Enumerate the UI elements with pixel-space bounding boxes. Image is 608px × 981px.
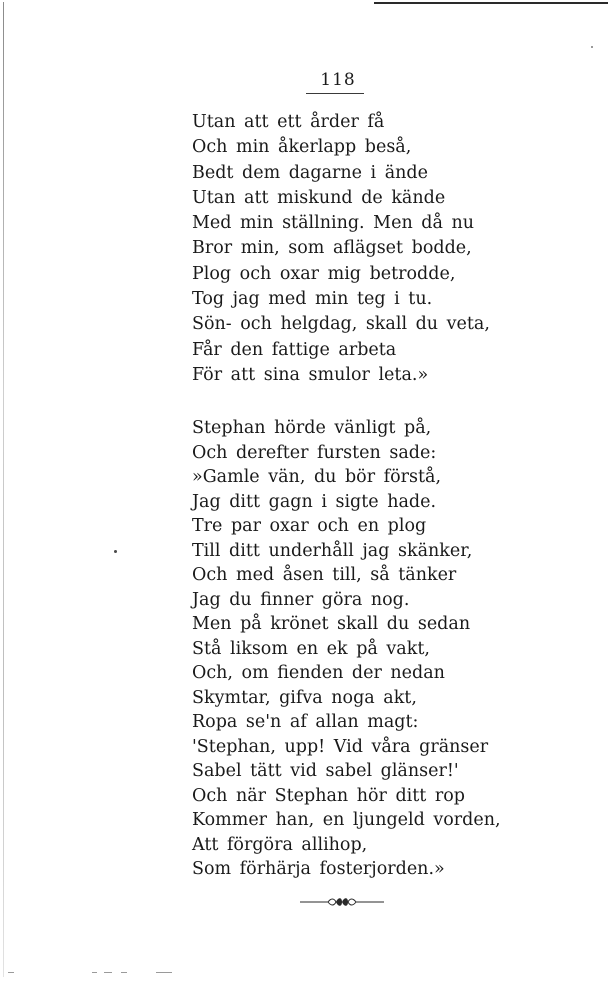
verse-line: Plog och oxar mig betrodde, (192, 263, 456, 284)
verse-line: Och derefter fursten sade: (192, 442, 437, 463)
paper-speck (591, 46, 593, 48)
verse-line: Och med åsen till, så tänker (192, 565, 457, 585)
verse-line: Utan att ett årder få (192, 112, 385, 132)
verse-line: Jag ditt gagn i sigte hade. (192, 491, 437, 512)
verse-line: Men på krönet skall du sedan (192, 614, 471, 634)
verse-line: Sabel tätt vid sabel glänser!' (192, 761, 459, 781)
verse-line: Kommer han, en ljungeld vorden, (192, 810, 501, 830)
verse-line: Ropa se'n af allan magt: (192, 712, 419, 732)
verse-line: Och när Stephan hör ditt rop (192, 785, 465, 806)
page-number-underline (306, 93, 364, 94)
bottom-edge-specks (0, 972, 200, 976)
stanza-1 (192, 110, 492, 388)
verse-line: Till ditt underhåll jag skänker, (192, 540, 473, 561)
top-edge-rule (374, 2, 608, 4)
verse-line: Utan att miskund de kände (192, 187, 446, 208)
verse-line: 'Stephan, upp! Vid våra gränser (192, 736, 489, 757)
verse-line: Och, om fienden der nedan (192, 663, 445, 683)
verse-line: Med min ställning. Men då nu (192, 213, 475, 234)
verse-line: Får den fattige arbeta (192, 339, 397, 360)
verse-line: Sön- och helgdag, skall du veta, (192, 314, 490, 335)
verse-line: Tog jag med min teg i tu. (192, 289, 433, 310)
verse-line: Stephan hörde vänligt på, (192, 418, 432, 438)
verse-line: För att sina smulor leta.» (192, 364, 429, 385)
verse-line: Och min åkerlapp beså, (192, 137, 412, 158)
fleuron-ornament-icon (300, 895, 384, 909)
verse-line: Tre par oxar och en plog (192, 516, 427, 536)
verse-line: »Gamle vän, du bör förstå, (192, 467, 442, 487)
verse-line: Bror min, som aflägset bodde, (192, 238, 472, 259)
page-top-edge (0, 0, 608, 6)
ink-speck (114, 550, 117, 553)
left-margin-line (3, 2, 4, 977)
verse-line: Jag du finner göra nog. (192, 589, 410, 610)
verse-line: Som förhärja fosterjorden.» (192, 859, 445, 879)
stanza-2 (192, 416, 501, 882)
verse-line: Stå liksom en ek på vakt, (192, 638, 430, 659)
verse-line: Skymtar, gifva noga akt, (192, 687, 417, 708)
verse-line: Att förgöra allihop, (192, 834, 368, 855)
verse-line: Bedt dem dagarne i ände (192, 162, 428, 183)
page-number: 118 (320, 70, 356, 90)
